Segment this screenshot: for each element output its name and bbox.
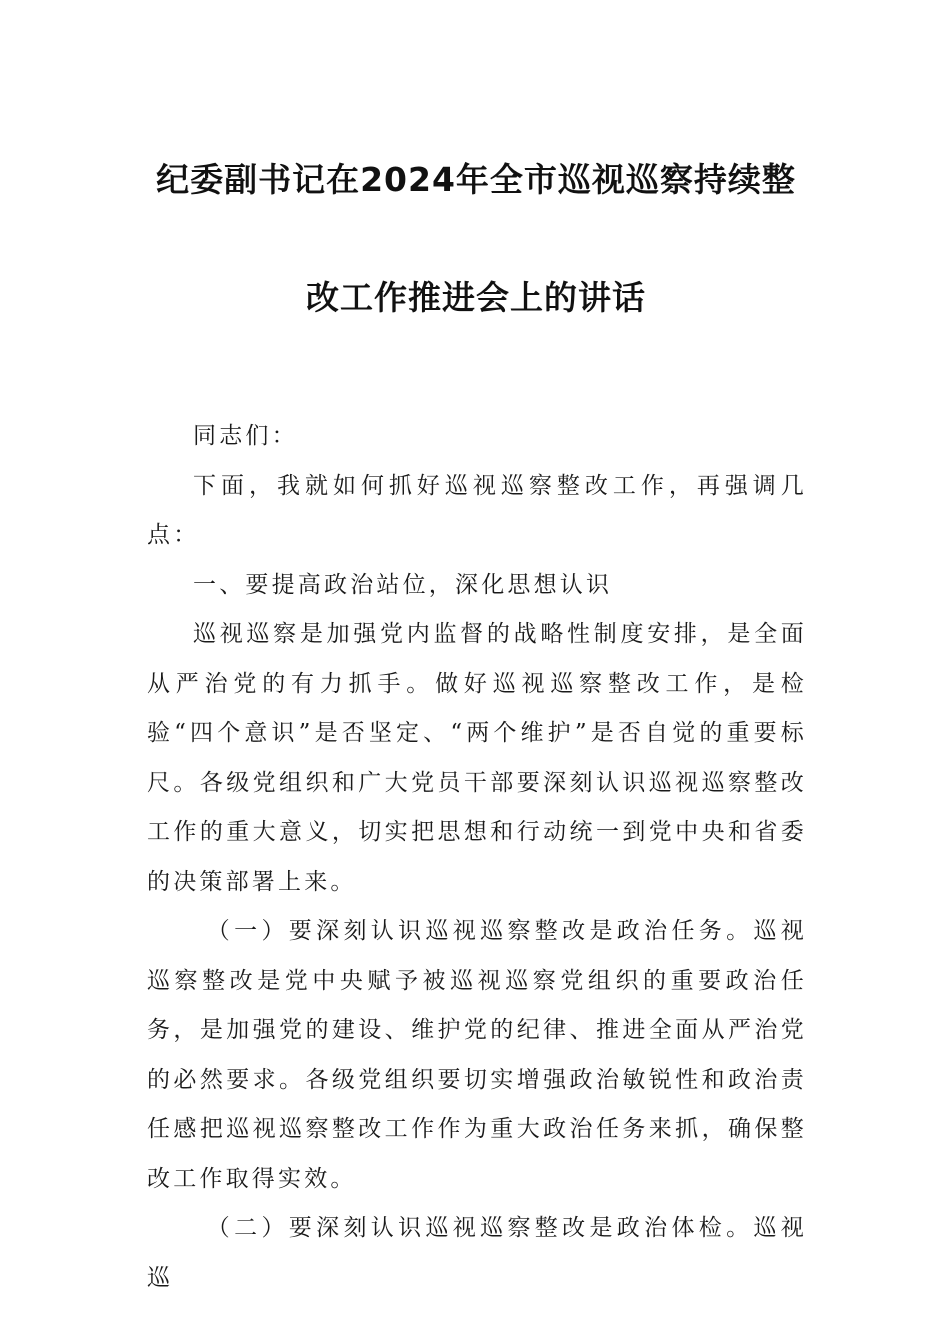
document-body <box>147 412 807 1303</box>
salutation: 同志们： <box>193 423 298 449</box>
body-paragraph: 巡视巡察是加强党内监督的战略性制度安排，是全面从严治党的有力抓手。做好巡视巡察整改工作，是检验“四个意识”是否坚定、“两个维护”是否自觉的重要标尺。各级党组织和广大党员干部要深刻认识巡视巡察整改工作的重大意义，切实把思想和行动统一到党中央和省委的决策部署上来。 <box>147 621 807 895</box>
subsection-paragraph-1: （一）要深刻认识巡视巡察整改是政治任务。巡视巡察整改是党中央赋予被巡视巡察党组织的重要政治任务，是加强党的建设、维护党的纪律、推进全面从严治党的必然要求。各级党组织要切实增强政治敏锐性和政治责任感把巡视巡察整改工作作为重大政治任务来抓，确保整改工作取得实效。 <box>147 918 807 1192</box>
intro-paragraph: 下面，我就如何抓好巡视巡察整改工作，再强调几点： <box>147 472 807 548</box>
document-title-line-2: 改工作推进会上的讲话 <box>306 278 646 317</box>
document-title-line-1: 纪委副书记在2024年全市巡视巡察持续整 <box>156 160 796 199</box>
subsection-paragraph-2: （二）要深刻认识巡视巡察整改是政治体检。巡视巡 <box>147 1215 807 1291</box>
section-heading-1: 一、要提高政治站位，深化思想认识 <box>193 571 613 598</box>
